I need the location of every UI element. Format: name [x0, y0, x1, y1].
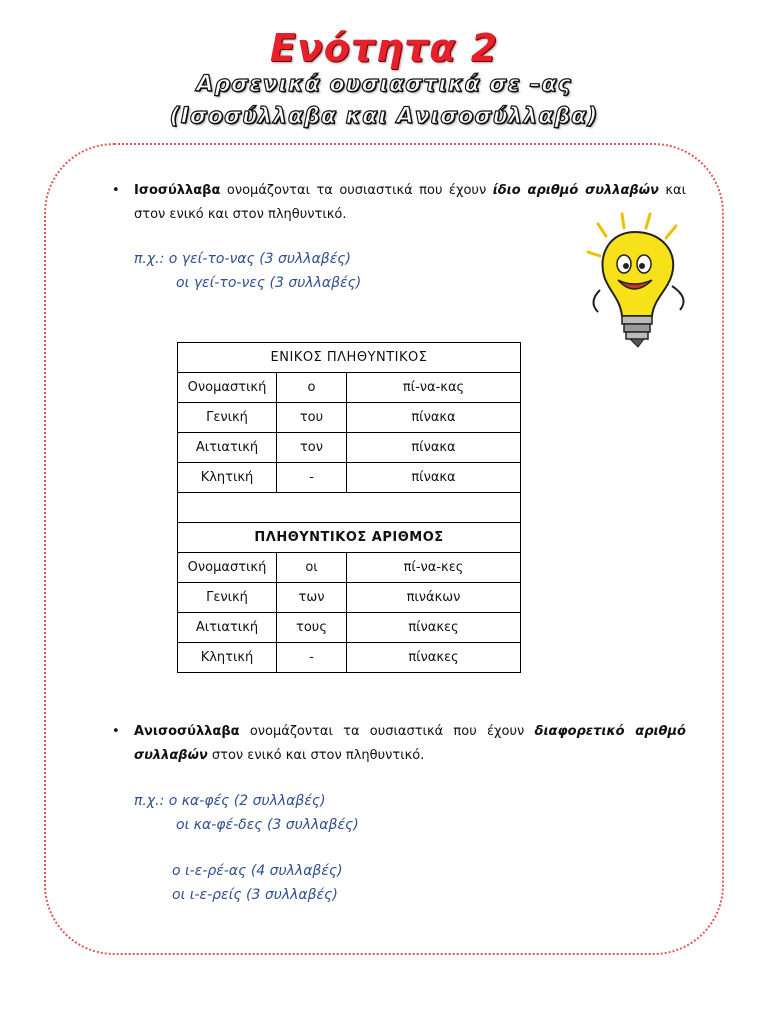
case-cell: Κλητική	[178, 643, 277, 673]
table-row	[178, 403, 521, 433]
example-line-2: οι γεί-το-νες (3 συλλαβές)	[176, 275, 362, 291]
plural-header: ΠΛΗΘΥΝΤΙΚΟΣ ΑΡΙΘΜΟΣ	[178, 523, 521, 553]
word-cell: πίνακα	[347, 433, 521, 463]
singular-header: ΕΝΙΚΟΣ ΠΛΗΘΥΝΤΙΚΟΣ	[178, 343, 521, 373]
definition-emphasis: διαφορετικό αριθμό συλλαβών	[134, 724, 686, 763]
definition-text-a: ονομάζονται τα ουσιαστικά που έχουν	[220, 183, 493, 198]
spacer-cell	[178, 493, 521, 523]
example-line-2: οι κα-φέ-δες (3 συλλαβές)	[176, 817, 359, 833]
case-cell: Ονομαστική	[178, 373, 277, 403]
definition-text-b: στον ενικό και στον πληθυντικό.	[207, 748, 425, 763]
article-cell: οι	[277, 553, 347, 583]
case-cell: Ονομαστική	[178, 553, 277, 583]
example-line-1: π.χ.: ο γεί-το-νας (3 συλλαβές)	[134, 251, 351, 267]
article-cell: του	[277, 403, 347, 433]
declension-table	[177, 342, 521, 673]
table-spacer-row	[178, 493, 521, 523]
table-row	[178, 583, 521, 613]
smiling-lightbulb-icon	[580, 212, 700, 352]
table-row	[178, 553, 521, 583]
definition-anisosyllaba	[134, 720, 686, 768]
definition-text-b: και στον ενικό και στον πληθυντικό.	[134, 183, 686, 222]
table-row	[178, 463, 521, 493]
subtitle-line-2: (Ισοσύλλαβα και Ανισοσύλλαβα)	[169, 104, 599, 129]
table-header-row	[178, 343, 521, 373]
table-row	[178, 373, 521, 403]
table-row	[178, 643, 521, 673]
case-cell: Κλητική	[178, 463, 277, 493]
bullet-1: •	[112, 183, 120, 198]
article-cell: -	[277, 463, 347, 493]
page-title: Ενότητα 2	[269, 26, 499, 70]
case-cell: Αιτιατική	[178, 433, 277, 463]
word-cell: πί-να-κας	[347, 373, 521, 403]
word-cell: πίνακα	[347, 403, 521, 433]
case-cell: Αιτιατική	[178, 613, 277, 643]
case-cell: Γενική	[178, 403, 277, 433]
article-cell: ο	[277, 373, 347, 403]
word-cell: πινάκων	[347, 583, 521, 613]
definition-text-a: ονομάζονται τα ουσιαστικά που έχουν	[239, 724, 535, 739]
word-cell: πίνακα	[347, 463, 521, 493]
article-cell: των	[277, 583, 347, 613]
example-line-1: π.χ.: ο κα-φές (2 συλλαβές)	[134, 793, 326, 809]
article-cell: τους	[277, 613, 347, 643]
case-cell: Γενική	[178, 583, 277, 613]
term-anisosyllaba: Ανισοσύλλαβα	[134, 724, 240, 739]
word-cell: πίνακες	[347, 613, 521, 643]
table-row	[178, 613, 521, 643]
example-line-3: ο ι-ε-ρέ-ας (4 συλλαβές)	[172, 863, 343, 879]
definition-emphasis: ίδιο αριθμό συλλαβών	[492, 183, 659, 198]
table-row	[178, 433, 521, 463]
article-cell: -	[277, 643, 347, 673]
example-line-4: οι ι-ε-ρείς (3 συλλαβές)	[172, 887, 338, 903]
bullet-2: •	[112, 724, 120, 739]
term-isosyllaba: Ισοσύλλαβα	[134, 183, 221, 198]
word-cell: πί-να-κες	[347, 553, 521, 583]
table-header-row	[178, 523, 521, 553]
subtitle-line-1: Αρσενικά ουσιαστικά σε –ας	[196, 72, 572, 97]
word-cell: πίνακες	[347, 643, 521, 673]
article-cell: τον	[277, 433, 347, 463]
